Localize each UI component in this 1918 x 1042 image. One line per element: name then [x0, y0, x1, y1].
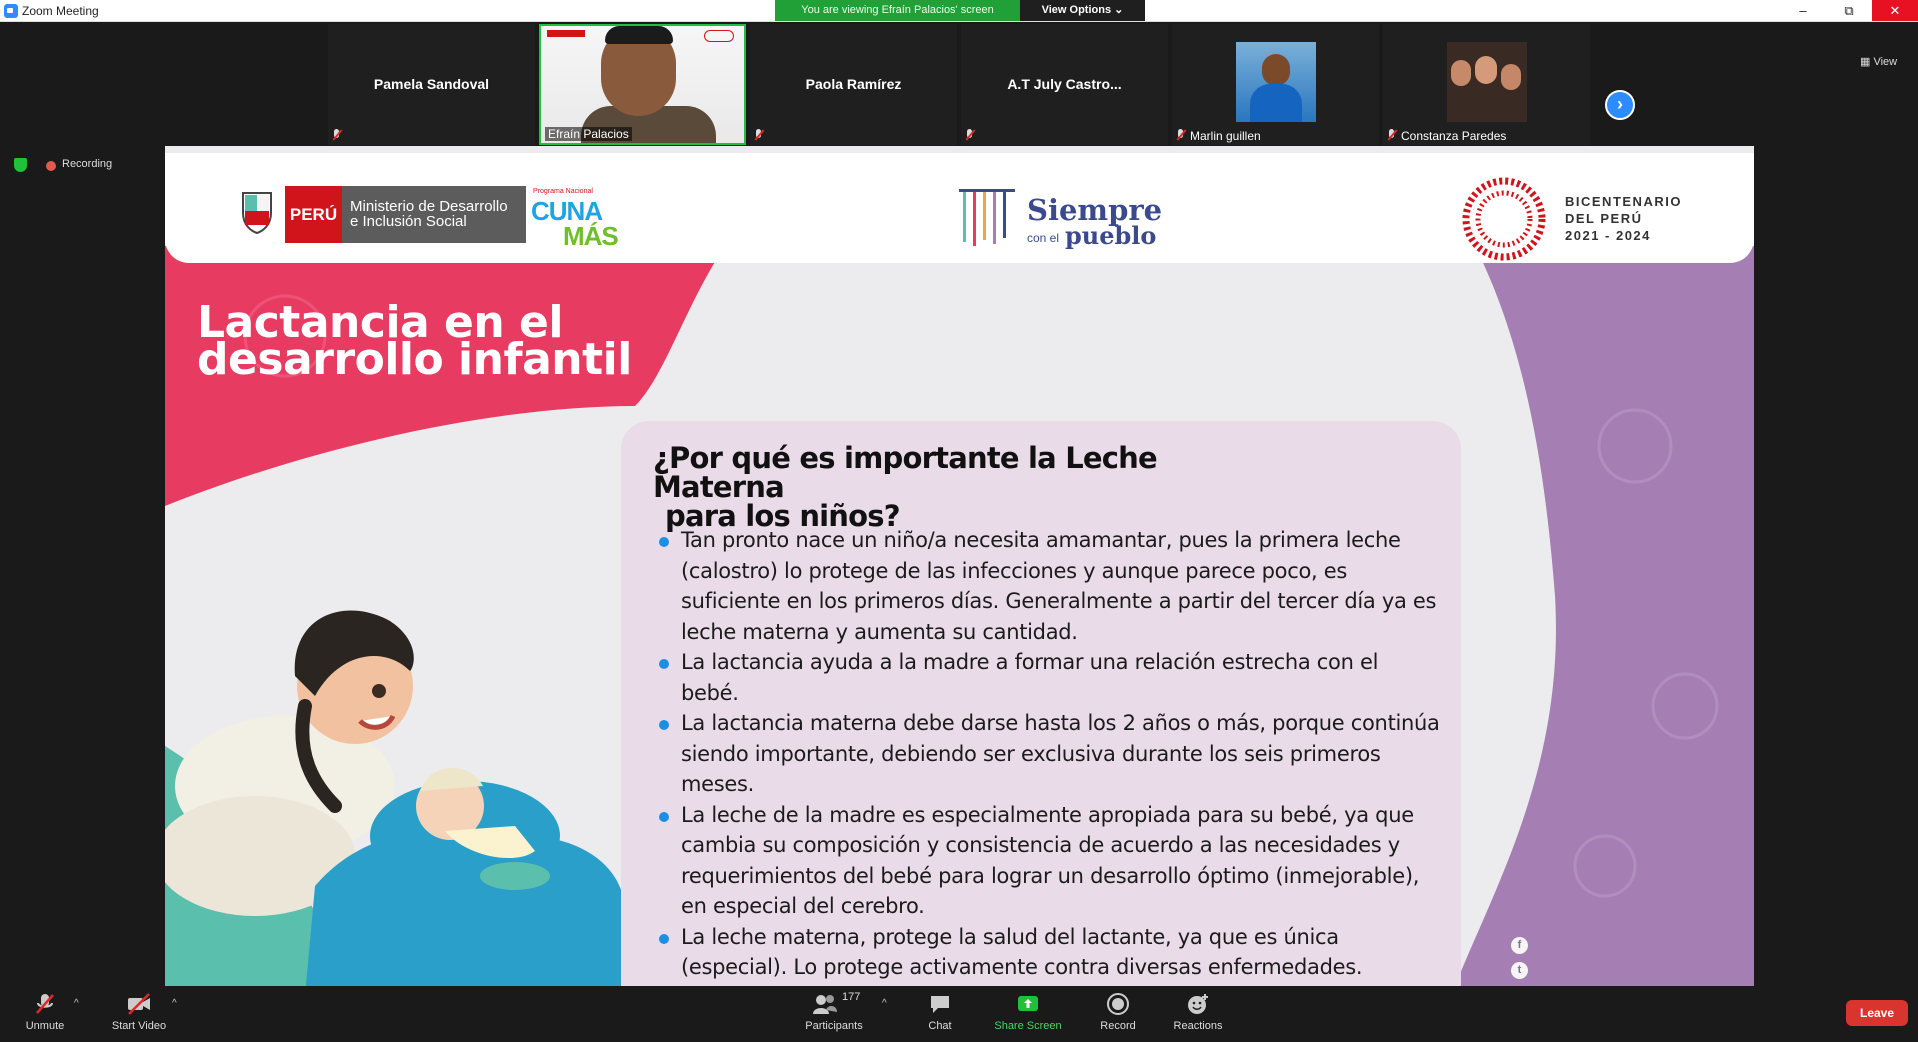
grid-icon: ▦ — [1860, 56, 1874, 68]
participant-video — [1447, 42, 1527, 122]
participant-tile[interactable] — [961, 24, 1168, 145]
record-icon — [1106, 992, 1130, 1016]
start-video-label: Start Video — [111, 1020, 167, 1032]
record-label: Record — [1100, 1020, 1136, 1032]
content-card — [621, 421, 1461, 986]
list-item — [681, 983, 1441, 987]
muted-mic-icon — [1176, 129, 1186, 141]
participant-tile[interactable] — [750, 24, 957, 145]
video-off-icon — [126, 992, 152, 1016]
minimize-button[interactable]: – — [1799, 3, 1807, 18]
participants-options-caret[interactable]: ^ — [882, 998, 887, 1009]
share-screen-button[interactable] — [990, 992, 1066, 1032]
ministry-name-line2: e Inclusión Social — [350, 213, 467, 230]
siempre-logo-text: Siempre — [1027, 193, 1163, 227]
list-item: La lactancia ayuda a la madre a formar una relación estrecha con el bebé. — [681, 647, 1441, 708]
recording-dot-icon — [46, 161, 56, 171]
view-options-label: View Options — [1041, 4, 1112, 16]
chat-icon — [928, 992, 952, 1016]
muted-microphone-icon — [33, 992, 57, 1016]
next-page-arrow-button[interactable]: › — [1605, 90, 1635, 120]
siempre-logo-small: con el — [1027, 231, 1060, 245]
unmute-label: Unmute — [25, 1020, 65, 1032]
cuna-mas-logo-line1: CUNA — [531, 196, 603, 226]
security-shield-icon[interactable] — [14, 158, 27, 172]
bicentenario-sun-logo-icon — [1458, 173, 1550, 265]
muted-mic-icon — [965, 129, 975, 141]
participant-name: A.T July Castro... — [1007, 76, 1122, 92]
start-video-button[interactable] — [104, 992, 174, 1032]
shared-screen-slide — [165, 146, 1754, 986]
participants-count: 177 — [842, 991, 861, 1003]
participant-name: Constanza Paredes — [1401, 129, 1507, 143]
ministry-badge-graphic — [547, 30, 585, 37]
viewing-screen-banner: You are viewing Efraín Palacios' screen — [775, 0, 1020, 21]
zoom-app-icon — [4, 4, 18, 18]
chat-label: Chat — [928, 1020, 952, 1032]
muted-mic-icon — [1387, 129, 1397, 141]
participant-tile[interactable] — [1383, 24, 1590, 145]
participant-tile[interactable] — [328, 24, 535, 145]
twitter-icon: t — [1511, 962, 1528, 979]
bicentenario-badge-graphic — [704, 30, 734, 42]
unmute-button[interactable] — [18, 992, 72, 1032]
peru-coat-of-arms-icon — [237, 187, 277, 235]
slide-title — [197, 297, 632, 385]
card-title — [653, 441, 1293, 533]
participant-name: Marlin guillen — [1190, 129, 1261, 143]
siempre-logo-pueblo: pueblo — [1065, 221, 1157, 250]
view-label: View — [1873, 56, 1898, 68]
participants-button[interactable] — [798, 992, 870, 1032]
cuna-mas-logo-line2: MÁS — [563, 221, 618, 251]
participant-body-graphic — [1250, 84, 1302, 122]
recording-label: Recording — [62, 158, 113, 170]
muted-mic-icon — [754, 129, 764, 141]
cuna-mas-small-text: Programa Nacional — [533, 188, 593, 195]
chevron-down-icon: ⌄ — [1114, 4, 1124, 16]
participant-head-graphic — [1262, 54, 1290, 86]
chat-button[interactable] — [920, 992, 960, 1032]
participant-video — [541, 26, 744, 143]
slide-logo-header — [165, 153, 1754, 263]
peru-logo: PERÚ — [285, 186, 342, 243]
reactions-smiley-icon — [1186, 992, 1210, 1016]
participant-name: Pamela Sandoval — [373, 76, 490, 92]
facebook-icon: f — [1511, 937, 1528, 954]
ministry-name-line1: Ministerio de Desarrollo — [350, 198, 508, 215]
participant-tile[interactable] — [1172, 24, 1379, 145]
card-title-line2: para los niños? — [665, 499, 900, 533]
bicentenario-text — [1565, 193, 1682, 244]
record-button[interactable] — [1096, 992, 1140, 1032]
benefits-list — [681, 525, 1441, 986]
participant-head-graphic — [1501, 64, 1521, 90]
list-item: La leche de la madre es especialmente apropiada para su bebé, ya que cambia su composición y consistencia de acuerdo a las necesidades y requerimientos del bebé para lograr un desarrollo óptimo (inmejorable), en especial del cerebro. — [681, 800, 1441, 922]
card-title-line1: ¿Por qué es importante la Leche Materna — [653, 441, 1157, 504]
list-item: La lactancia materna debe darse hasta los 2 años o más, porque continúa siendo importante, debiendo ser exclusiva durante los seis primeros meses. — [681, 708, 1441, 800]
speaker-hair-graphic — [605, 26, 673, 44]
meeting-controls-toolbar — [0, 986, 1918, 1042]
share-screen-label: Share Screen — [994, 1020, 1062, 1032]
leave-meeting-button[interactable]: Leave — [1846, 1000, 1908, 1026]
reactions-label: Reactions — [1173, 1020, 1223, 1032]
bicentenario-line1: BICENTENARIO — [1565, 194, 1682, 209]
participant-name: Efraín Palacios — [545, 127, 632, 141]
bicentenario-line2: DEL PERÚ — [1565, 211, 1643, 226]
siempre-con-el-pueblo-mark-icon — [957, 183, 1017, 247]
list-item: Tan pronto nace un niño/a necesita amamantar, pues la primera leche (calostro) lo protege de las infecciones y aunque parece poco, es suficiente en los primeros días. Generalmente a partir del tercer día ya es leche materna y aumenta su cantidad. — [681, 525, 1441, 647]
window-titlebar — [0, 0, 1918, 22]
ministry-logo — [342, 186, 526, 243]
video-options-caret[interactable]: ^ — [172, 998, 177, 1009]
window-title: Zoom Meeting — [22, 4, 99, 18]
muted-mic-icon — [332, 129, 342, 141]
slide-title-line1: Lactancia en el — [197, 297, 563, 348]
audio-options-caret[interactable]: ^ — [74, 998, 79, 1009]
participants-label: Participants — [805, 1020, 863, 1032]
view-layout-button[interactable] — [1860, 55, 1897, 68]
reactions-button[interactable] — [1170, 992, 1226, 1032]
list-item: La leche materna, protege la salud del lactante, ya que es única (especial). Lo protege activamente contra diversas enfermedades. — [681, 922, 1441, 983]
close-button[interactable]: ✕ — [1872, 0, 1918, 21]
bicentenario-line3: 2021 - 2024 — [1565, 228, 1651, 243]
participant-strip — [328, 24, 1588, 145]
participant-head-graphic — [1475, 56, 1497, 84]
participant-head-graphic — [1451, 60, 1471, 86]
participant-tile-active-speaker[interactable] — [539, 24, 746, 145]
participants-icon — [812, 992, 838, 1016]
share-screen-icon — [1016, 992, 1040, 1016]
slide-title-line2: desarrollo infantil — [197, 334, 632, 385]
view-options-button[interactable] — [1020, 0, 1145, 21]
mother-breastfeeding-illustration — [165, 556, 625, 986]
restore-button[interactable]: ⧉ — [1844, 3, 1854, 18]
participant-name: Paola Ramírez — [805, 76, 902, 92]
participant-video — [1236, 42, 1316, 122]
